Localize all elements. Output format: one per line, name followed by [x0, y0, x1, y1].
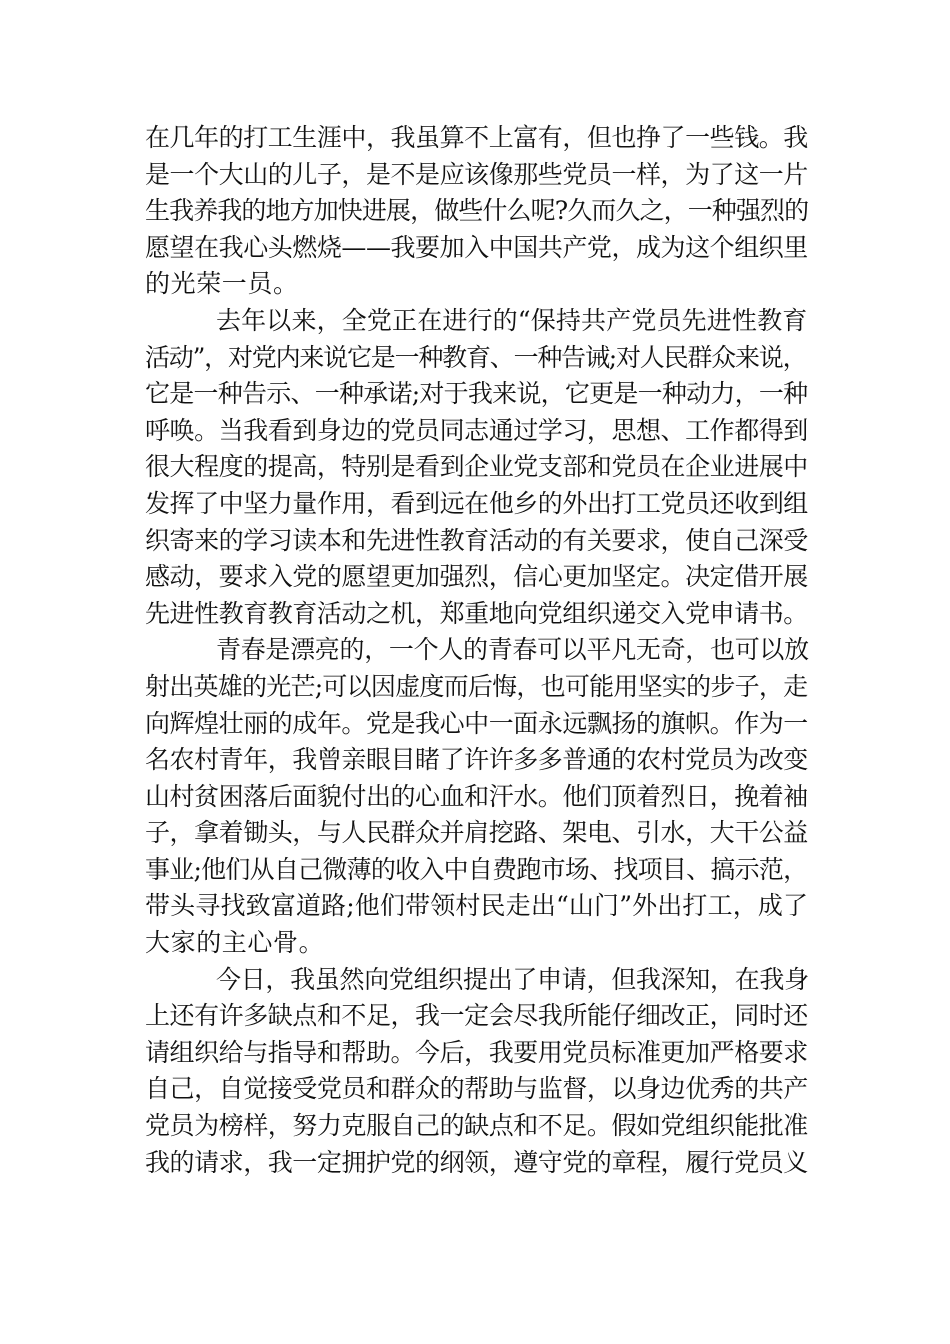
text-line: 我的请求，我一定拥护党的纲领，遵守党的章程，履行党员义 [145, 1147, 808, 1177]
text-line: 事业;他们从自己微薄的收入中自费跑市场、找项目、搞示范， [145, 854, 808, 884]
text-line: 织寄来的学习读本和先进性教育活动的有关要求，使自己深受 [145, 525, 808, 555]
text-line: 很大程度的提高，特别是看到企业党支部和党员在企业进展中 [145, 452, 808, 482]
text-line: 党员为榜样，努力克服自己的缺点和不足。假如党组织能批准 [145, 1111, 808, 1141]
text-line: 射出英雄的光芒;可以因虚度而后悔，也可能用坚实的步子，走 [145, 671, 808, 701]
text-line: 先进性教育教育活动之机，郑重地向党组织递交入党申请书。 [145, 598, 808, 628]
text-line: 在几年的打工生涯中，我虽算不上富有，但也挣了一些钱。我 [145, 123, 808, 152]
text-line: 名农村青年，我曾亲眼目睹了许许多多普通的农村党员为改变 [145, 745, 808, 775]
text-line: 的光荣一员。 [145, 269, 299, 299]
text-line: 呼唤。当我看到身边的党员同志通过学习，思想、工作都得到 [145, 415, 808, 445]
document-body [145, 120, 810, 1181]
text-line: 青春是漂亮的，一个人的青春可以平凡无奇，也可以放 [216, 635, 809, 665]
text-line: 它是一种告示、一种承诺;对于我来说，它更是一种动力，一种 [145, 379, 808, 409]
text-line: 向辉煌壮丽的成年。党是我心中一面永远飘扬的旗帜。作为一 [145, 708, 808, 738]
paragraph-3 [145, 632, 810, 961]
text-line: 大家的主心骨。 [145, 928, 325, 958]
text-line: 上还有许多缺点和不足，我一定会尽我所能仔细改正，同时还 [145, 1001, 808, 1031]
text-line: 发挥了中坚力量作用，看到远在他乡的外出打工党员还收到组 [145, 488, 808, 518]
paragraph-2 [145, 303, 810, 632]
text-line: 山村贫困落后面貌付出的心血和汗水。他们顶着烈日，挽着袖 [145, 781, 808, 811]
text-line: 子，拿着锄头，与人民群众并肩挖路、架电、引水，大干公益 [145, 818, 808, 848]
text-line: 带头寻找致富道路;他们带领村民走出“山门”外出打工，成了 [145, 891, 809, 921]
text-line: 是一个大山的儿子，是不是应该像那些党员一样，为了这一片 [145, 159, 808, 189]
paragraph-1 [145, 120, 810, 303]
text-line: 生我养我的地方加快进展，做些什么呢?久而久之，一种强烈的 [145, 196, 809, 226]
text-line: 今日，我虽然向党组织提出了申请，但我深知，在我身 [216, 964, 809, 994]
text-line: 请组织给与指导和帮助。今后，我要用党员标准更加严格要求 [145, 1037, 808, 1067]
text-line: 感动，要求入党的愿望更加强烈，信心更加坚定。决定借开展 [145, 562, 808, 592]
text-line: 自己，自觉接受党员和群众的帮助与监督，以身边优秀的共产 [145, 1074, 808, 1104]
text-line: 活动”，对党内来说它是一种教育、一种告诫;对人民群众来说， [145, 342, 807, 372]
text-line: 去年以来，全党正在进行的“保持共产党员先进性教育 [216, 305, 808, 335]
paragraph-4 [145, 962, 810, 1182]
text-line: 愿望在我心头燃烧——我要加入中国共产党，成为这个组织里 [145, 232, 808, 262]
